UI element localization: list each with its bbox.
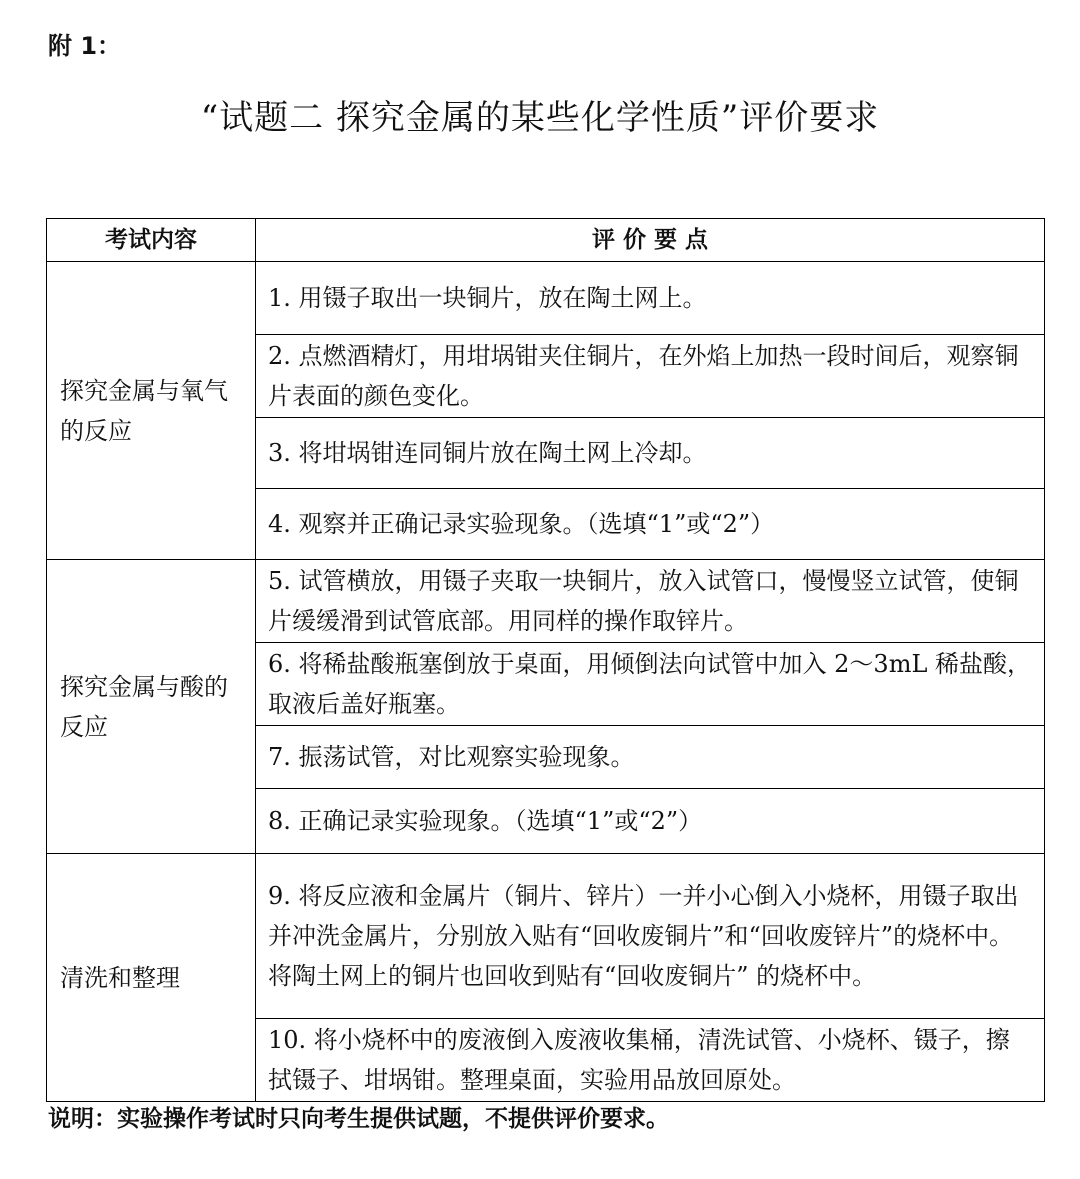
topic-metal-oxygen: 探究金属与氧气的反应 xyxy=(47,262,256,560)
eval-item-9: 9. 将反应液和金属片（铜片、锌片）一并小心倒入小烧杯，用镊子取出并冲洗金属片，分别放入贴有“回收废铜片”和“回收废锌片”的烧杯中。将陶土网上的铜片也回收到贴有“回收废铜片” 的烧杯中。 xyxy=(256,854,1045,1019)
footnote: 说明：实验操作考试时只向考生提供试题，不提供评价要求。 xyxy=(48,1106,669,1132)
eval-item-4: 4. 观察并正确记录实验现象。（选填“1”或“2”） xyxy=(256,489,1045,560)
eval-item-10: 10. 将小烧杯中的废液倒入废液收集桶，清洗试管、小烧杯、镊子，擦拭镊子、坩埚钳。整理桌面，实验用品放回原处。 xyxy=(256,1019,1045,1102)
eval-item-8: 8. 正确记录实验现象。（选填“1”或“2”） xyxy=(256,789,1045,854)
table-row xyxy=(47,262,1045,335)
eval-item-1: 1. 用镊子取出一块铜片，放在陶土网上。 xyxy=(256,262,1045,335)
eval-item-3: 3. 将坩埚钳连同铜片放在陶土网上冷却。 xyxy=(256,418,1045,489)
header-exam-content: 考试内容 xyxy=(47,219,256,262)
table-header-row xyxy=(47,219,1045,262)
table-row xyxy=(47,854,1045,1019)
appendix-label: 附 1： xyxy=(48,32,122,60)
eval-item-2: 2. 点燃酒精灯，用坩埚钳夹住铜片，在外焰上加热一段时间后，观察铜片表面的颜色变化。 xyxy=(256,335,1045,418)
document-title: “试题二 探究金属的某些化学性质”评价要求 xyxy=(200,98,880,138)
topic-cleaning: 清洗和整理 xyxy=(47,854,256,1102)
eval-item-5: 5. 试管横放，用镊子夹取一块铜片，放入试管口，慢慢竖立试管，使铜片缓缓滑到试管底部。用同样的操作取锌片。 xyxy=(256,560,1045,643)
eval-item-7: 7. 振荡试管，对比观察实验现象。 xyxy=(256,726,1045,789)
table-row xyxy=(47,560,1045,643)
header-evaluation-points: 评 价 要 点 xyxy=(256,219,1045,262)
topic-metal-acid: 探究金属与酸的反应 xyxy=(47,560,256,854)
evaluation-table xyxy=(46,218,1045,1102)
eval-item-6: 6. 将稀盐酸瓶塞倒放于桌面，用倾倒法向试管中加入 2～3mL 稀盐酸，取液后盖好瓶塞。 xyxy=(256,643,1045,726)
